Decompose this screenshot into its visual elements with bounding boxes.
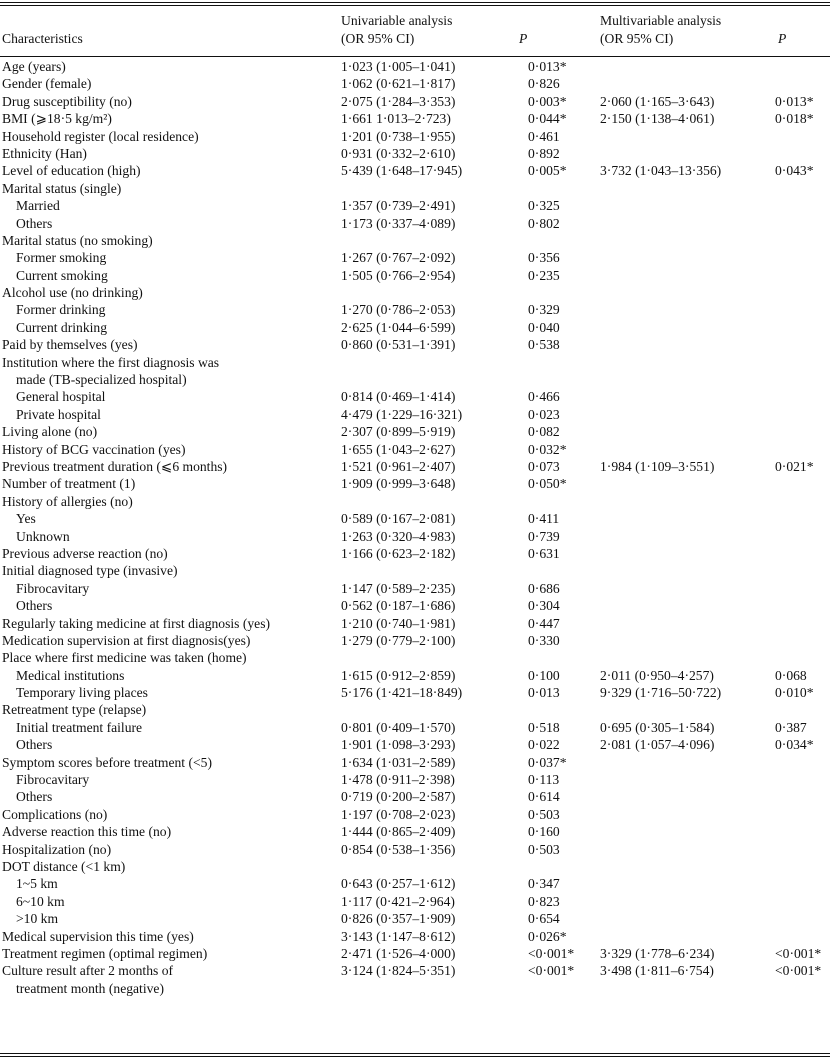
row-characteristic: Temporary living places bbox=[16, 685, 148, 701]
row-characteristic: Others bbox=[16, 737, 53, 753]
table-row bbox=[0, 910, 830, 927]
row-univariable-p: 0·892 bbox=[528, 145, 560, 161]
row-univariable-p: 0·538 bbox=[528, 337, 560, 353]
row-univariable-or: 1·147 (0·589–2·235) bbox=[341, 580, 456, 596]
row-univariable-p: 0·003* bbox=[528, 93, 567, 109]
row-univariable-p: 0·329 bbox=[528, 302, 560, 318]
row-univariable-or: 0·931 (0·332–2·610) bbox=[341, 145, 456, 161]
row-univariable-p: 0·044* bbox=[528, 111, 567, 127]
row-characteristic: Initial diagnosed type (invasive) bbox=[2, 563, 178, 579]
row-characteristic: Medical institutions bbox=[16, 667, 125, 683]
row-characteristic: DOT distance (<1 km) bbox=[2, 858, 126, 874]
row-univariable-or: 1·615 (0·912–2·859) bbox=[341, 667, 456, 683]
row-characteristic: Level of education (high) bbox=[2, 163, 141, 179]
row-univariable-p: 0·447 bbox=[528, 615, 560, 631]
row-univariable-or: 0·814 (0·469–1·414) bbox=[341, 389, 456, 405]
table-row bbox=[0, 684, 830, 701]
row-univariable-or: 2·471 (1·526–4·000) bbox=[341, 945, 456, 961]
table-row bbox=[0, 649, 830, 666]
table-row bbox=[0, 615, 830, 632]
row-characteristic: History of allergies (no) bbox=[2, 493, 133, 509]
row-characteristic: Adverse reaction this time (no) bbox=[2, 824, 172, 840]
table-row bbox=[0, 336, 830, 353]
row-characteristic: Former drinking bbox=[16, 302, 106, 318]
row-characteristic: Marital status (no smoking) bbox=[2, 232, 153, 248]
header-multivariable: Multivariable analysis bbox=[600, 13, 722, 28]
row-multivariable-or: 2·081 (1·057–4·096) bbox=[600, 737, 715, 753]
table-row bbox=[0, 632, 830, 649]
row-characteristic: BMI (⩾18·5 kg/m²) bbox=[2, 111, 112, 127]
row-univariable-p: 0·466 bbox=[528, 389, 560, 405]
row-multivariable-or: 3·732 (1·043–13·356) bbox=[600, 163, 722, 179]
row-univariable-p: 0·411 bbox=[528, 511, 560, 527]
row-univariable-p: 0·037* bbox=[528, 754, 567, 770]
row-multivariable-or: 9·329 (1·716–50·722) bbox=[600, 685, 722, 701]
table-row bbox=[0, 388, 830, 405]
table-row bbox=[0, 597, 830, 614]
row-characteristic: Private hospital bbox=[16, 406, 101, 422]
row-multivariable-p: <0·001* bbox=[775, 945, 822, 961]
row-multivariable-or: 0·695 (0·305–1·584) bbox=[600, 719, 715, 735]
header-univariable-ci: (OR 95% CI) bbox=[341, 31, 415, 46]
row-univariable-or: 1·655 (1·043–2·627) bbox=[341, 441, 456, 457]
table-row bbox=[0, 128, 830, 145]
row-univariable-or: 0·826 (0·357–1·909) bbox=[341, 911, 456, 927]
row-characteristic: Symptom scores before treatment (<5) bbox=[2, 754, 212, 770]
row-characteristic: Current drinking bbox=[16, 319, 107, 335]
row-characteristic: Culture result after 2 months of bbox=[2, 963, 174, 979]
table-row bbox=[0, 701, 830, 718]
row-univariable-p: 0·100 bbox=[528, 667, 560, 683]
table-bottom-rule bbox=[0, 1053, 830, 1054]
row-multivariable-p: 0·043* bbox=[775, 163, 814, 179]
row-univariable-p: 0·023 bbox=[528, 406, 560, 422]
row-univariable-p: 0·005* bbox=[528, 163, 567, 179]
table-row bbox=[0, 562, 830, 579]
row-univariable-p: 0·614 bbox=[528, 789, 560, 805]
table-row bbox=[0, 823, 830, 840]
row-characteristic: >10 km bbox=[16, 911, 59, 927]
row-characteristic: Others bbox=[16, 215, 53, 231]
table-row bbox=[0, 719, 830, 736]
row-characteristic: treatment month (negative) bbox=[16, 980, 164, 996]
row-univariable-or: 3·143 (1·147–8·612) bbox=[341, 928, 456, 944]
table-row bbox=[0, 371, 830, 388]
row-univariable-or: 0·589 (0·167–2·081) bbox=[341, 511, 456, 527]
header-multivariable-p: P bbox=[778, 31, 787, 46]
row-characteristic: Ethnicity (Han) bbox=[2, 145, 87, 161]
row-characteristic: Married bbox=[16, 198, 60, 214]
row-characteristic: Treatment regimen (optimal regimen) bbox=[2, 945, 208, 961]
row-univariable-p: 0·050* bbox=[528, 476, 567, 492]
row-characteristic: 6~10 km bbox=[16, 893, 65, 909]
row-univariable-or: 1·478 (0·911–2·398) bbox=[341, 772, 455, 788]
row-multivariable-p: 0·068 bbox=[775, 667, 807, 683]
header-univariable: Univariable analysis bbox=[341, 13, 453, 28]
row-univariable-p: 0·032* bbox=[528, 441, 567, 457]
table-row bbox=[0, 232, 830, 249]
row-univariable-or: 1·210 (0·740–1·981) bbox=[341, 615, 456, 631]
row-univariable-p: 0·026* bbox=[528, 928, 567, 944]
row-univariable-p: 0·013 bbox=[528, 685, 560, 701]
row-univariable-or: 1·197 (0·708–2·023) bbox=[341, 806, 456, 822]
row-characteristic: Gender (female) bbox=[2, 76, 92, 92]
row-characteristic: Complications (no) bbox=[2, 806, 108, 822]
row-univariable-or: 1·279 (0·779–2·100) bbox=[341, 632, 456, 648]
row-univariable-or: 0·719 (0·200–2·587) bbox=[341, 789, 456, 805]
table-row bbox=[0, 197, 830, 214]
row-univariable-p: 0·802 bbox=[528, 215, 560, 231]
row-characteristic: Initial treatment failure bbox=[16, 719, 143, 735]
row-univariable-p: 0·325 bbox=[528, 198, 560, 214]
table-row bbox=[0, 110, 830, 127]
table-row bbox=[0, 267, 830, 284]
row-univariable-or: 1·062 (0·621–1·817) bbox=[341, 76, 456, 92]
row-univariable-p: 0·160 bbox=[528, 824, 560, 840]
table-row bbox=[0, 667, 830, 684]
row-univariable-p: 0·654 bbox=[528, 911, 560, 927]
row-univariable-or: 0·562 (0·187–1·686) bbox=[341, 598, 456, 614]
table-row bbox=[0, 319, 830, 336]
table-row bbox=[0, 788, 830, 805]
table-row bbox=[0, 771, 830, 788]
row-characteristic: Institution where the first diagnosis was bbox=[2, 354, 220, 370]
row-univariable-or: 5·176 (1·421–18·849) bbox=[341, 685, 463, 701]
table-row bbox=[0, 93, 830, 110]
row-univariable-or: 1·201 (0·738–1·955) bbox=[341, 128, 456, 144]
row-univariable-p: 0·631 bbox=[528, 545, 560, 561]
row-univariable-p: 0·022 bbox=[528, 737, 560, 753]
row-univariable-p: <0·001* bbox=[528, 945, 575, 961]
table-row bbox=[0, 754, 830, 771]
row-characteristic: Previous treatment duration (⩽6 months) bbox=[2, 458, 228, 474]
row-univariable-p: 0·040 bbox=[528, 319, 560, 335]
row-univariable-p: 0·503 bbox=[528, 841, 560, 857]
row-characteristic: Previous adverse reaction (no) bbox=[2, 545, 168, 561]
row-univariable-or: 1·909 (0·999–3·648) bbox=[341, 476, 456, 492]
row-characteristic: Drug susceptibility (no) bbox=[2, 93, 132, 109]
table-row bbox=[0, 928, 830, 945]
table-bottom-rule-inner bbox=[0, 1056, 830, 1057]
row-characteristic: Current smoking bbox=[16, 267, 108, 283]
row-univariable-p: 0·686 bbox=[528, 580, 560, 596]
header-multivariable-ci: (OR 95% CI) bbox=[600, 31, 674, 46]
table-row bbox=[0, 528, 830, 545]
row-multivariable-or: 3·329 (1·778–6·234) bbox=[600, 945, 715, 961]
table-row bbox=[0, 249, 830, 266]
row-univariable-or: 0·643 (0·257–1·612) bbox=[341, 876, 456, 892]
row-characteristic: Others bbox=[16, 598, 53, 614]
table-row bbox=[0, 180, 830, 197]
row-characteristic: Alcohol use (no drinking) bbox=[2, 285, 143, 301]
row-univariable-p: 0·113 bbox=[528, 772, 560, 788]
header-characteristics: Characteristics bbox=[2, 31, 83, 46]
row-univariable-p: 0·461 bbox=[528, 128, 560, 144]
table-top-rule-inner bbox=[0, 5, 830, 6]
table-row bbox=[0, 475, 830, 492]
row-characteristic: Fibrocavitary bbox=[16, 580, 90, 596]
table-row bbox=[0, 493, 830, 510]
table-row bbox=[0, 162, 830, 179]
table-row bbox=[0, 423, 830, 440]
table-row bbox=[0, 301, 830, 318]
table-row bbox=[0, 145, 830, 162]
row-univariable-p: 0·082 bbox=[528, 424, 560, 440]
row-characteristic: History of BCG vaccination (yes) bbox=[2, 441, 186, 457]
row-univariable-or: 4·479 (1·229–16·321) bbox=[341, 406, 463, 422]
table-row bbox=[0, 980, 830, 997]
row-characteristic: Others bbox=[16, 789, 53, 805]
table-row bbox=[0, 841, 830, 858]
row-univariable-or: 2·625 (1·044–6·599) bbox=[341, 319, 456, 335]
table-row bbox=[0, 215, 830, 232]
table-row bbox=[0, 945, 830, 962]
row-multivariable-or: 2·150 (1·138–4·061) bbox=[600, 111, 715, 127]
header-bottom-rule bbox=[0, 56, 830, 57]
table-body bbox=[0, 58, 830, 997]
row-multivariable-or: 1·984 (1·109–3·551) bbox=[600, 458, 715, 474]
row-multivariable-p: <0·001* bbox=[775, 963, 822, 979]
row-univariable-or: 1·117 (0·421–2·964) bbox=[341, 893, 455, 909]
row-characteristic: Former smoking bbox=[16, 250, 107, 266]
row-univariable-p: 0·304 bbox=[528, 598, 560, 614]
row-univariable-or: 1·444 (0·865–2·409) bbox=[341, 824, 456, 840]
row-univariable-p: 0·356 bbox=[528, 250, 560, 266]
table-row bbox=[0, 458, 830, 475]
row-univariable-p: 0·330 bbox=[528, 632, 560, 648]
row-univariable-or: 1·267 (0·767–2·092) bbox=[341, 250, 456, 266]
row-univariable-p: 0·503 bbox=[528, 806, 560, 822]
table-row bbox=[0, 893, 830, 910]
row-univariable-p: 0·013* bbox=[528, 59, 567, 74]
row-characteristic: Fibrocavitary bbox=[16, 772, 90, 788]
row-multivariable-p: 0·018* bbox=[775, 111, 814, 127]
table-row bbox=[0, 580, 830, 597]
row-univariable-or: 5·439 (1·648–17·945) bbox=[341, 163, 463, 179]
row-characteristic: made (TB-specialized hospital) bbox=[16, 372, 187, 388]
row-univariable-or: 1·357 (0·739–2·491) bbox=[341, 198, 456, 214]
row-characteristic: Place where first medicine was taken (home) bbox=[2, 650, 247, 666]
row-univariable-p: 0·073 bbox=[528, 458, 560, 474]
row-univariable-or: 1·634 (1·031–2·589) bbox=[341, 754, 456, 770]
table-row bbox=[0, 510, 830, 527]
row-characteristic: Medication supervision at first diagnosis(yes) bbox=[2, 632, 251, 648]
row-characteristic: Yes bbox=[16, 511, 36, 527]
row-characteristic: Living alone (no) bbox=[2, 424, 98, 440]
table-row bbox=[0, 58, 830, 75]
row-univariable-p: 0·518 bbox=[528, 719, 560, 735]
table-row bbox=[0, 406, 830, 423]
row-multivariable-or: 2·011 (0·950–4·257) bbox=[600, 667, 714, 683]
header-univariable-p: P bbox=[519, 31, 528, 46]
row-multivariable-p: 0·034* bbox=[775, 737, 814, 753]
table-row bbox=[0, 75, 830, 92]
table-row bbox=[0, 545, 830, 562]
table-row bbox=[0, 284, 830, 301]
row-characteristic: Paid by themselves (yes) bbox=[2, 337, 138, 353]
row-univariable-or: 1·023 (1·005–1·041) bbox=[341, 59, 456, 74]
row-multivariable-p: 0·387 bbox=[775, 719, 807, 735]
row-univariable-or: 1·270 (0·786–2·053) bbox=[341, 302, 456, 318]
row-characteristic: 1~5 km bbox=[16, 876, 58, 892]
row-univariable-or: 1·505 (0·766–2·954) bbox=[341, 267, 456, 283]
row-univariable-p: <0·001* bbox=[528, 963, 575, 979]
table-row bbox=[0, 736, 830, 753]
row-univariable-or: 1·661 1·013–2·723) bbox=[341, 111, 451, 127]
table-row bbox=[0, 806, 830, 823]
row-univariable-or: 0·854 (0·538–1·356) bbox=[341, 841, 456, 857]
row-multivariable-or: 2·060 (1·165–3·643) bbox=[600, 93, 715, 109]
row-characteristic: Hospitalization (no) bbox=[2, 841, 112, 857]
table-row bbox=[0, 858, 830, 875]
row-univariable-or: 1·166 (0·623–2·182) bbox=[341, 545, 456, 561]
table-row bbox=[0, 354, 830, 371]
row-univariable-or: 0·860 (0·531–1·391) bbox=[341, 337, 456, 353]
row-univariable-p: 0·826 bbox=[528, 76, 560, 92]
row-characteristic: Number of treatment (1) bbox=[2, 476, 136, 492]
row-univariable-or: 1·263 (0·320–4·983) bbox=[341, 528, 456, 544]
row-characteristic: Age (years) bbox=[2, 59, 66, 74]
row-multivariable-or: 3·498 (1·811–6·754) bbox=[600, 963, 714, 979]
row-multivariable-p: 0·021* bbox=[775, 458, 814, 474]
row-univariable-or: 1·521 (0·961–2·407) bbox=[341, 458, 456, 474]
table-row bbox=[0, 875, 830, 892]
row-univariable-or: 1·173 (0·337–4·089) bbox=[341, 215, 456, 231]
row-characteristic: Retreatment type (relapse) bbox=[2, 702, 147, 718]
row-univariable-or: 2·307 (0·899–5·919) bbox=[341, 424, 456, 440]
row-characteristic: General hospital bbox=[16, 389, 106, 405]
row-characteristic: Medical supervision this time (yes) bbox=[2, 928, 194, 944]
row-characteristic: Household register (local residence) bbox=[2, 128, 199, 144]
row-univariable-or: 0·801 (0·409–1·570) bbox=[341, 719, 456, 735]
table-row bbox=[0, 962, 830, 979]
row-univariable-p: 0·235 bbox=[528, 267, 560, 283]
row-univariable-p: 0·739 bbox=[528, 528, 560, 544]
row-univariable-p: 0·823 bbox=[528, 893, 560, 909]
row-univariable-p: 0·347 bbox=[528, 876, 560, 892]
table-row bbox=[0, 441, 830, 458]
row-multivariable-p: 0·010* bbox=[775, 685, 814, 701]
row-characteristic: Marital status (single) bbox=[2, 180, 122, 196]
row-multivariable-p: 0·013* bbox=[775, 93, 814, 109]
row-characteristic: Regularly taking medicine at first diagnosis (yes) bbox=[2, 615, 271, 631]
row-characteristic: Unknown bbox=[16, 528, 70, 544]
row-univariable-or: 1·901 (1·098–3·293) bbox=[341, 737, 456, 753]
row-univariable-or: 3·124 (1·824–5·351) bbox=[341, 963, 456, 979]
row-univariable-or: 2·075 (1·284–3·353) bbox=[341, 93, 456, 109]
table-top-rule bbox=[0, 2, 830, 3]
